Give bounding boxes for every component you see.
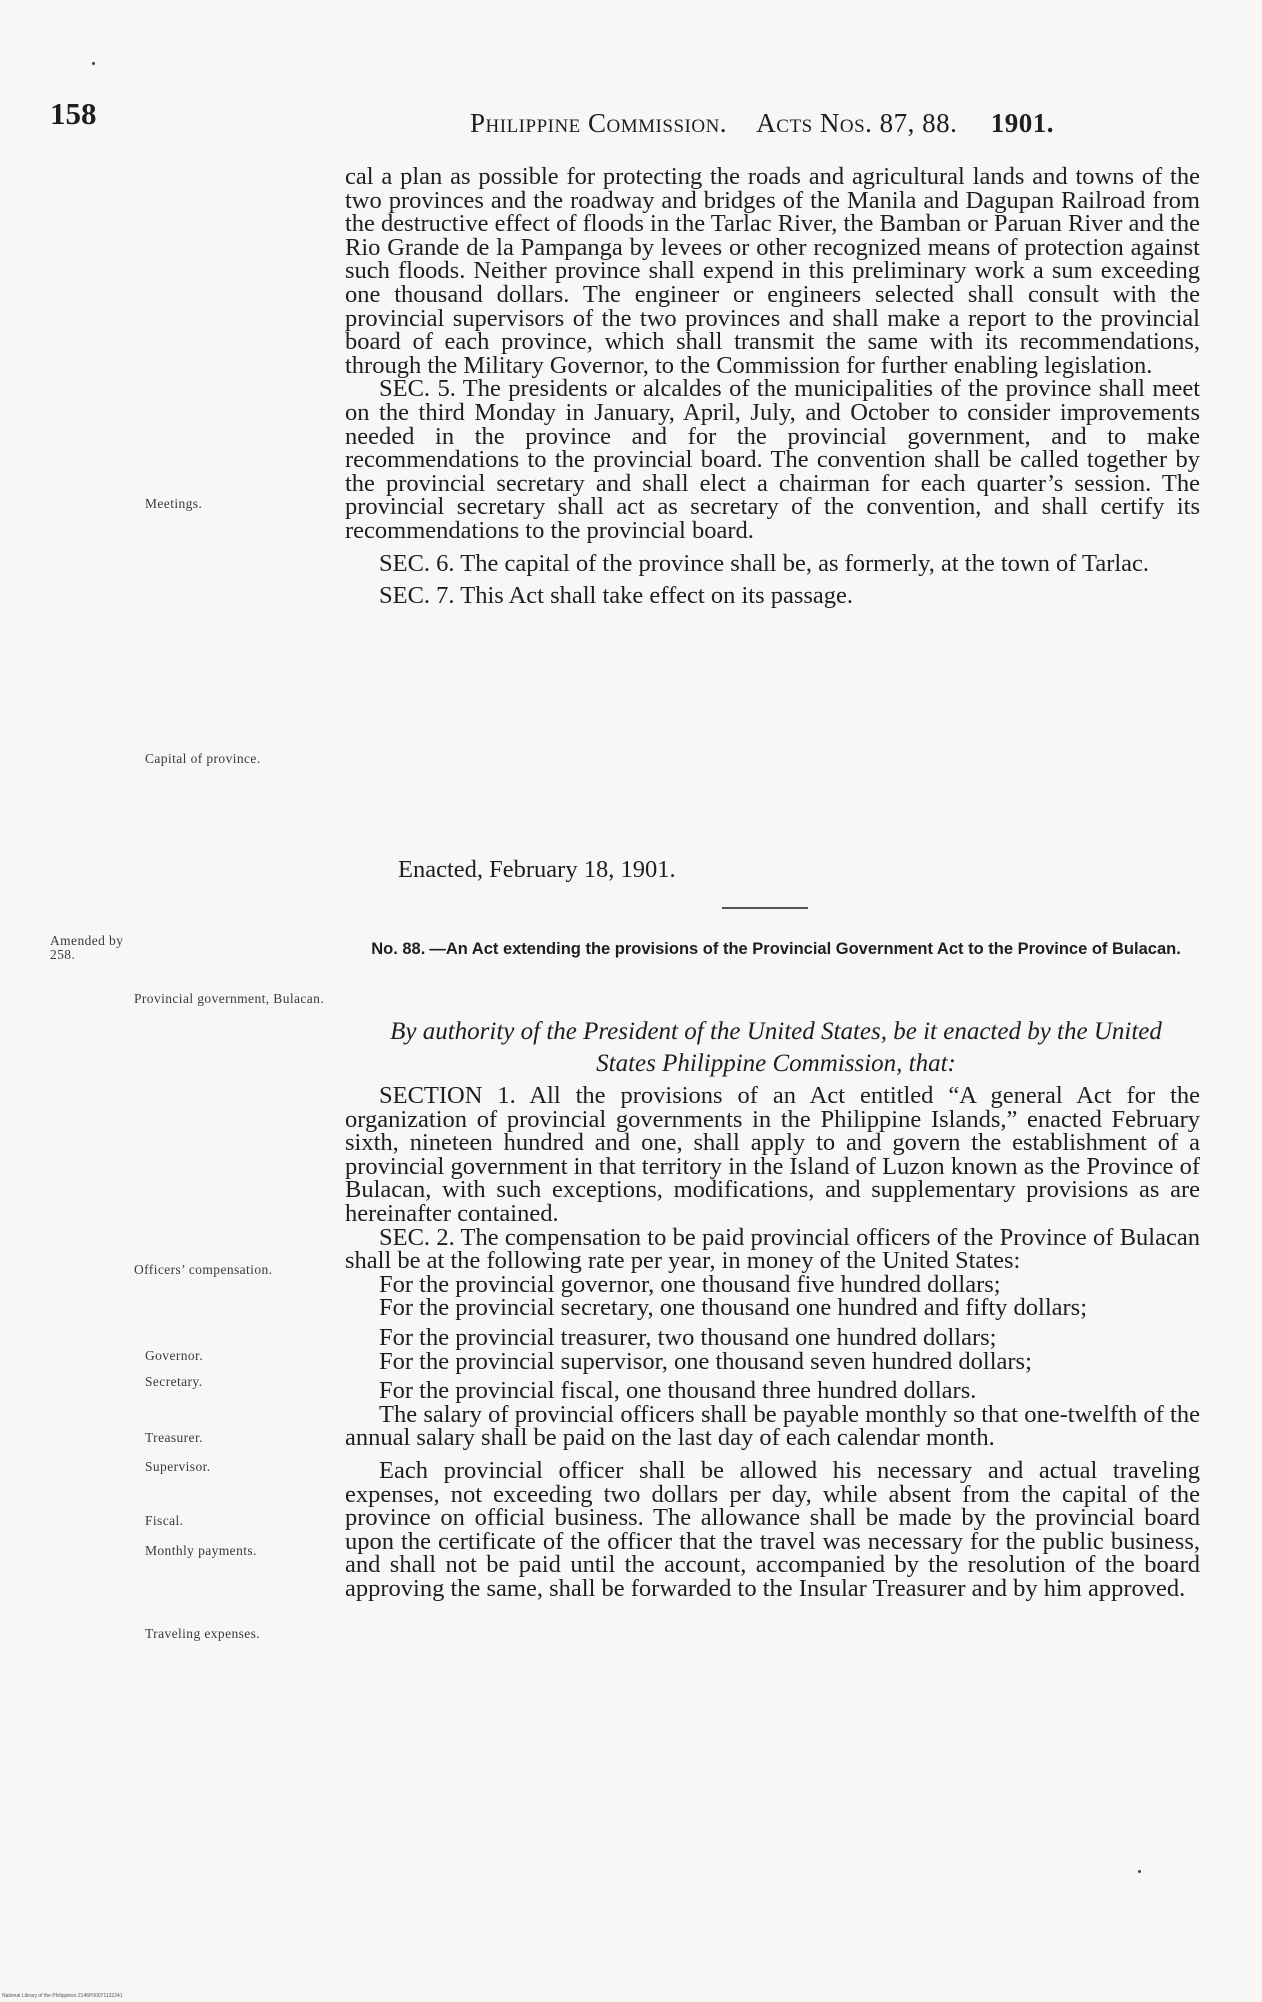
running-head bbox=[470, 108, 1054, 139]
secretary-salary: For the provincial secretary, one thousand one hundred and fifty dollars; bbox=[379, 1294, 1088, 1322]
supervisor-salary: For the provincial supervisor, one thousand seven hundred dollars; bbox=[379, 1347, 1032, 1375]
act87-continuation-block bbox=[345, 165, 1200, 608]
act87-sec7: SEC. 7. This Act shall take effect on its passage. bbox=[379, 582, 854, 610]
margin-note-governor: Governor. bbox=[145, 1348, 203, 1363]
margin-note-provincial-government: Provincial government, Bulacan. bbox=[134, 991, 325, 1006]
act87-sec5: SEC. 5. The presidents or alcaldes of the municipalities of the province shall meet on the third Monday in January, April, July, and October to consider improvements needed in the province and for the provincial government, and to make recommendations to the provincial board. The convention shall be called together by the provincial secretary and shall elect a chairman for each quarter’s session. The provincial secretary shall act as secretary of the convention, and shall certify its recommendations to the provincial board. bbox=[345, 375, 1200, 544]
act87-continuation: cal a plan as possible for protecting the roads and agricultural lands and towns of the two provinces and the roadway and bridges of the Manila and Dagupan Railroad from the destructive effect of floods in the Tarlac River, the Bamban or Paruan River and the Rio Grande de la Pampanga by levees or other recognized means of protection against such floods. Neither province shall expend in this preliminary work a sum exceeding one thousand dollars. The engineer or engineers selected shall consult with the provincial supervisors of the two provinces and shall make a report to the provincial board of each province, which shall transmit the same with its recommendations, through the Military Governor, to the Commission for further enabling legislation. bbox=[345, 163, 1200, 379]
governor-salary: For the provincial governor, one thousand five hundred dollars; bbox=[379, 1270, 1001, 1298]
treasurer-salary: For the provincial treasurer, two thousand one hundred dollars; bbox=[379, 1323, 997, 1351]
margin-note-meetings: Meetings. bbox=[145, 496, 203, 511]
margin-note-supervisor: Supervisor. bbox=[145, 1459, 211, 1474]
margin-note-traveling-expenses: Traveling expenses. bbox=[145, 1626, 261, 1641]
act87-sec6: SEC. 6. The capital of the province shall be, as formerly, at the town of Tarlac. bbox=[379, 549, 1150, 577]
fiscal-salary: For the provincial fiscal, one thousand three hundred dollars. bbox=[379, 1377, 977, 1405]
act88-number: No. 88. bbox=[371, 940, 426, 958]
running-title: Philippine Commission. bbox=[470, 108, 728, 138]
margin-note-fiscal: Fiscal. bbox=[145, 1513, 184, 1528]
act88-heading bbox=[360, 940, 1192, 959]
monthly-payments-text: The salary of provincial officers shall be payable monthly so that one-twelfth of the annual salary shall be paid on the last day of each calendar month. bbox=[345, 1400, 1200, 1452]
enacting-clause: By authority of the President of the United States, be it enacted by the United States Philippine Commission, that: bbox=[390, 1018, 1162, 1077]
speck bbox=[92, 62, 95, 65]
margin-note-amended: Amended by 258. bbox=[50, 933, 124, 962]
year: 1901. bbox=[990, 108, 1054, 138]
margin-note-capital: Capital of province. bbox=[145, 751, 261, 766]
act88-sec2: SEC. 2. The compensation to be paid provincial officers of the Province of Bulacan shall be at the following rate per year, in money of the United States: bbox=[345, 1223, 1200, 1275]
margin-note-secretary: Secretary. bbox=[145, 1374, 203, 1389]
act88-body-block bbox=[345, 1084, 1200, 1600]
margin-note-monthly-payments: Monthly payments. bbox=[145, 1543, 257, 1558]
acts-numbers: Acts Nos. 87, 88. bbox=[756, 108, 958, 138]
speck bbox=[1138, 1870, 1141, 1873]
act88-sec1: SECTION 1. All the provisions of an Act entitled “A general Act for the organization of provincial governments in the Philippine Islands,” enacted February sixth, nineteen hundred and one, shall apply to and govern the establishment of a provincial government in that territory in the Island of Luzon known as the Province of Bulacan, with such exceptions, modifications, and supplementary provisions as are hereinafter contained. bbox=[345, 1082, 1200, 1227]
page-number: 158 bbox=[50, 96, 97, 131]
act88-title: —An Act extending the provisions of the Provincial Government Act to the Province of Bulacan. bbox=[429, 940, 1181, 958]
enacted-line: Enacted, February 18, 1901. bbox=[398, 856, 676, 883]
traveling-expenses-text: Each provincial officer shall be allowed his necessary and actual traveling expenses, not exceeding two dollars per day, while absent from the capital of the province on official business. The allowance shall be made by the provincial board upon the certificate of the officer that the travel was necessary for the public business, and shall not be paid until the account, accompanied by the resolution of the board approving the same, shall be forwarded to the Insular Treasurer and by him approved. bbox=[345, 1456, 1200, 1602]
margin-note-treasurer: Treasurer. bbox=[145, 1430, 203, 1445]
margin-note-officers-compensation: Officers’ compensation. bbox=[134, 1262, 273, 1277]
scan-imprint: National Library of the Philippines 2146P00071132241 bbox=[2, 1993, 123, 1999]
section-divider bbox=[722, 907, 808, 909]
